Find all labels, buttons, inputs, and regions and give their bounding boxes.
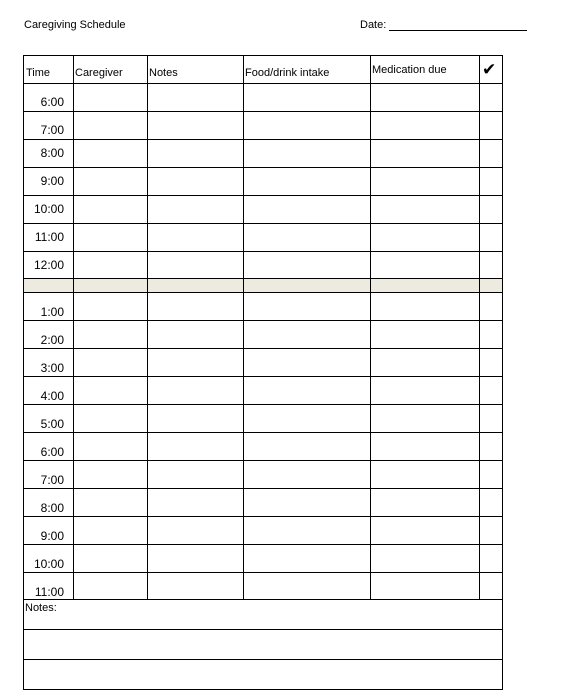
time-label: 6:00 (40, 445, 64, 459)
row-divider (24, 572, 502, 573)
row-divider (24, 83, 502, 84)
time-label: 3:00 (40, 361, 64, 375)
header-food-drink-intake: Food/drink intake (245, 67, 330, 79)
row-divider (24, 251, 502, 252)
date-field[interactable] (360, 19, 527, 31)
schedule-table (23, 55, 503, 690)
time-label: 9:00 (40, 529, 64, 543)
time-label: 9:00 (40, 174, 64, 188)
time-label: 11:00 (34, 230, 64, 244)
row-divider (24, 195, 502, 196)
header-notes: Notes (149, 67, 178, 79)
header-medication-due: Medication due (372, 64, 447, 76)
time-label: 4:00 (40, 389, 64, 403)
time-label: 10:00 (33, 557, 64, 571)
row-divider (24, 404, 502, 405)
notes-row-divider (24, 629, 502, 630)
row-divider (24, 139, 502, 140)
row-divider (24, 599, 502, 600)
date-label: Date: (360, 19, 387, 31)
notes-row-divider (24, 659, 502, 660)
time-label: 1:00 (40, 305, 64, 319)
time-label: 2:00 (40, 333, 64, 347)
row-divider (24, 292, 502, 293)
row-divider (24, 432, 502, 433)
column-divider (479, 56, 480, 600)
row-divider (24, 167, 502, 168)
row-divider (24, 320, 502, 321)
time-label: 7:00 (40, 473, 64, 487)
row-divider (24, 348, 502, 349)
time-label: 6:00 (40, 95, 64, 109)
column-divider (73, 56, 74, 600)
row-divider (24, 460, 502, 461)
row-divider (24, 376, 502, 377)
row-divider (24, 223, 502, 224)
time-label: 12:00 (33, 258, 64, 272)
header-caregiver: Caregiver (75, 67, 123, 79)
column-divider (243, 56, 244, 600)
column-divider (370, 56, 371, 600)
date-blank-line[interactable] (389, 19, 527, 31)
row-divider (24, 111, 502, 112)
time-label: 8:00 (40, 146, 64, 160)
row-divider (24, 544, 502, 545)
row-divider (24, 488, 502, 489)
row-divider (24, 516, 502, 517)
document-title: Caregiving Schedule (24, 19, 126, 31)
time-label: 8:00 (40, 501, 64, 515)
time-label: 7:00 (40, 123, 64, 137)
noon-separator-row (24, 279, 502, 292)
time-label: 10:00 (33, 202, 64, 216)
header-time: Time (26, 67, 51, 79)
checkmark-icon: ✔ (482, 60, 497, 79)
row-divider (24, 278, 502, 279)
time-label: 11:00 (34, 585, 64, 599)
notes-label: Notes: (25, 602, 57, 614)
time-label: 5:00 (40, 417, 64, 431)
column-divider (147, 56, 148, 600)
